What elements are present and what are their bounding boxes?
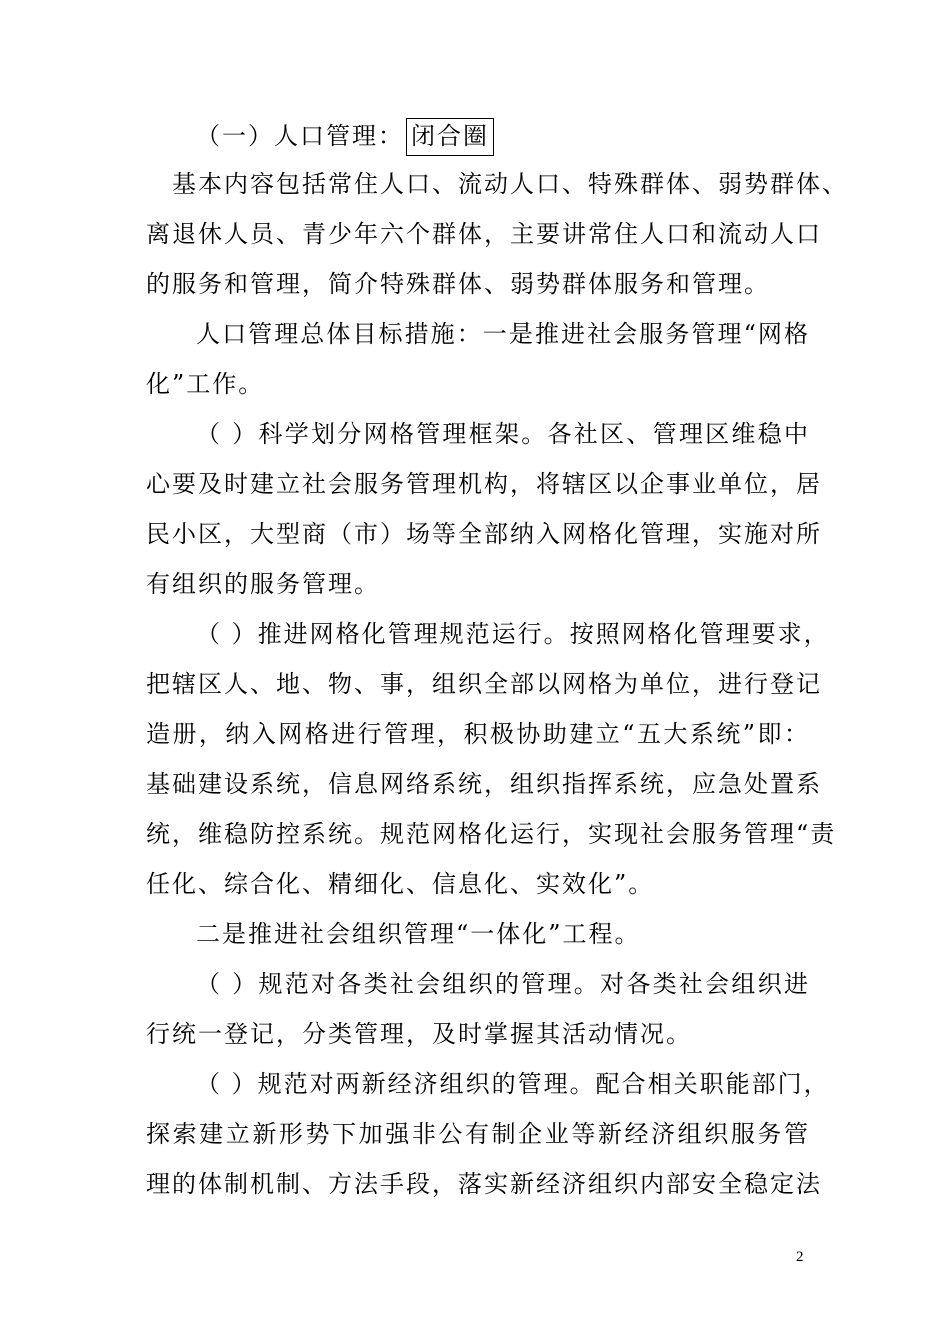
paragraph-line: 人口管理总体目标措施：一是推进社会服务管理“网格 — [196, 320, 810, 348]
paragraph-line: （ ）科学划分网格管理框架。各社区、管理区维稳中 — [196, 420, 810, 448]
paragraph-line: （ ）推进网格化管理规范运行。按照网格化管理要求， — [196, 620, 830, 648]
paragraph-line: （ ）规范对各类社会组织的管理。对各类社会组织进 — [196, 970, 810, 998]
paragraph-line: 理的体制机制、方法手段，落实新经济组织内部安全稳定法 — [146, 1170, 822, 1198]
paragraph-line: 行统一登记，分类管理，及时掌握其活动情况。 — [146, 1020, 692, 1048]
paragraph-line: 把辖区人、地、物、事，组织全部以网格为单位，进行登记 — [146, 670, 822, 698]
paragraph-line: 基本内容包括常住人口、流动人口、特殊群体、弱势群体、 — [172, 170, 848, 198]
paragraph-line: 探索建立新形势下加强非公有制企业等新经济组织服务管 — [146, 1120, 810, 1148]
paragraph-line: 有组织的服务管理。 — [146, 570, 380, 598]
heading-text: （一）人口管理： — [196, 122, 404, 150]
paragraph-line: 统，维稳防控系统。规范网格化运行，实现社会服务管理“责 — [146, 820, 837, 848]
paragraph-line: 任化、综合化、精细化、信息化、实效化”。 — [146, 870, 655, 898]
paragraph-line: 二是推进社会组织管理“一体化”工程。 — [196, 920, 641, 948]
paragraph-line: 离退休人员、青少年六个群体，主要讲常住人口和流动人口 — [146, 220, 822, 248]
paragraph-line: 心要及时建立社会服务管理机构，将辖区以企事业单位，居 — [146, 470, 822, 498]
paragraph-line: 造册，纳入网格进行管理，积极协助建立“五大系统”即： — [146, 720, 810, 748]
paragraph-line: （ ）规范对两新经济组织的管理。配合相关职能部门， — [196, 1070, 830, 1098]
section-heading — [196, 118, 810, 156]
paragraph-line: 化”工作。 — [146, 370, 265, 398]
paragraph-line: 民小区，大型商（市）场等全部纳入网格化管理，实施对所 — [146, 520, 822, 548]
page-number: 2 — [796, 1249, 804, 1265]
paragraph-line: 的服务和管理，简介特殊群体、弱势群体服务和管理。 — [146, 270, 770, 298]
paragraph-line: 基础建设系统，信息网络系统，组织指挥系统，应急处置系 — [146, 770, 822, 798]
boxed-term: 闭合圈 — [406, 118, 494, 156]
